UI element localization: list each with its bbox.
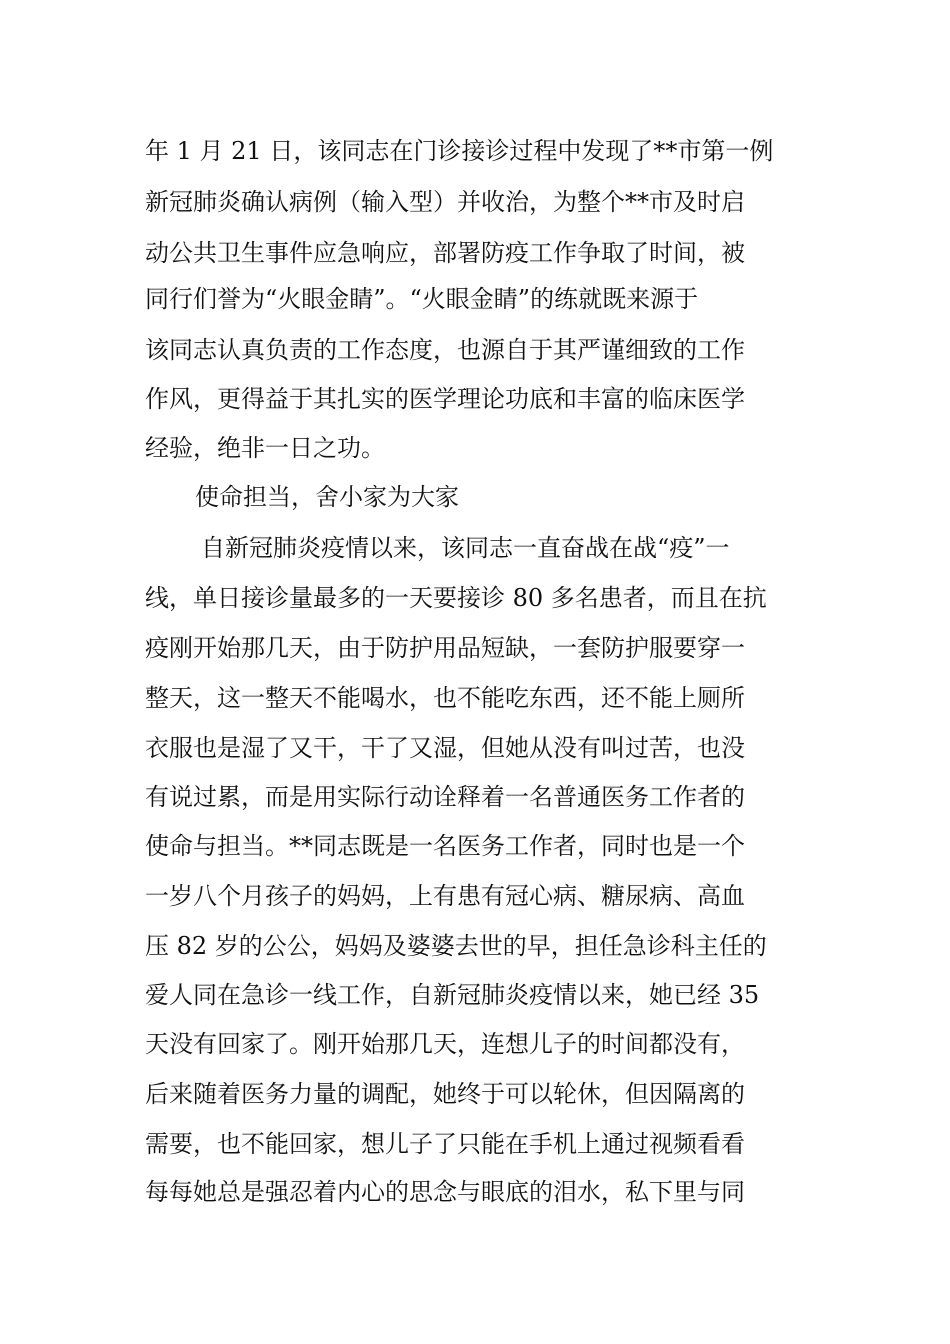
text-line: 经验，绝非一日之功。 <box>145 434 385 462</box>
text-line: 线，单日接诊量最多的一天要接诊 80 多名患者，而且在抗 <box>145 584 767 612</box>
text-line: 压 82 岁的公公，妈妈及婆婆去世的早，担任急诊科主任的 <box>145 932 767 960</box>
text-line: 该同志认真负责的工作态度，也源自于其严谨细致的工作 <box>145 336 745 364</box>
text-line: 疫刚开始那几天，由于防护用品短缺，一套防护服要穿一 <box>145 634 745 662</box>
text-line: 衣服也是湿了又干，干了又湿，但她从没有叫过苦，也没 <box>145 734 745 762</box>
text-line: 每每她总是强忍着内心的思念与眼底的泪水，私下里与同 <box>145 1178 745 1206</box>
text-line: 同行们誉为“火眼金睛”。“火眼金睛”的练就既来源于 <box>145 285 699 313</box>
text-line: 需要，也不能回家，想儿子了只能在手机上通过视频看看 <box>145 1130 745 1158</box>
text-line: 年 1 月 21 日，该同志在门诊接诊过程中发现了**市第一例 <box>145 137 774 165</box>
text-line: 动公共卫生事件应急响应，部署防疫工作争取了时间，被 <box>145 239 745 267</box>
text-line: 使命与担当。**同志既是一名医务工作者，同时也是一个 <box>145 832 745 860</box>
text-line: 作风，更得益于其扎实的医学理论功底和丰富的临床医学 <box>145 385 745 413</box>
text-line: 自新冠肺炎疫情以来，该同志一直奋战在战“疫”一 <box>201 534 730 562</box>
text-line: 有说过累，而是用实际行动诠释着一名普通医务工作者的 <box>145 783 745 811</box>
section-heading: 使命担当，舍小家为大家 <box>195 483 459 511</box>
text-line: 一岁八个月孩子的妈妈，上有患有冠心病、糖尿病、高血 <box>145 882 745 910</box>
text-line: 新冠肺炎确认病例（输入型）并收治，为整个**市及时启 <box>145 188 745 216</box>
text-line: 爱人同在急诊一线工作，自新冠肺炎疫情以来，她已经 35 <box>145 981 760 1009</box>
text-line: 天没有回家了。刚开始那几天，连想儿子的时间都没有， <box>145 1030 745 1058</box>
text-line: 后来随着医务力量的调配，她终于可以轮休，但因隔离的 <box>145 1080 745 1108</box>
text-line: 整天，这一整天不能喝水，也不能吃东西，还不能上厕所 <box>145 684 745 712</box>
